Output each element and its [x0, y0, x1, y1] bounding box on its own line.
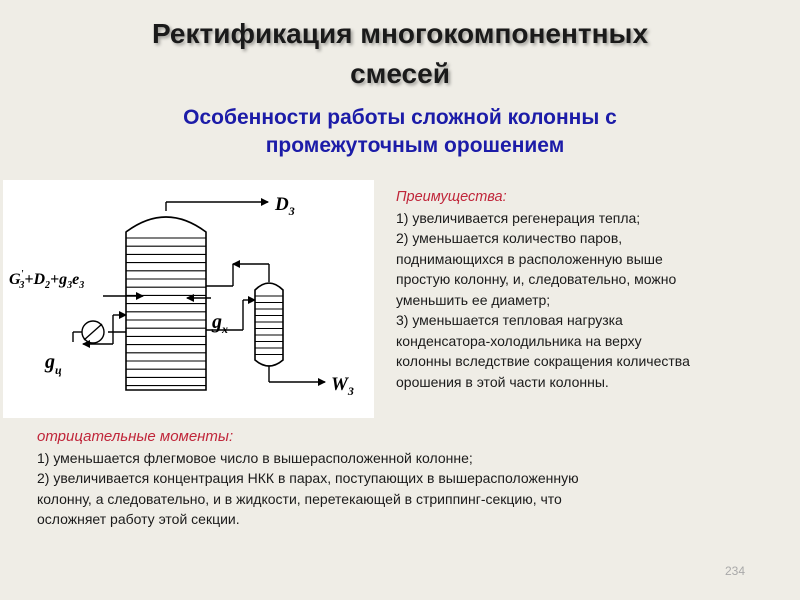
page-number: 234 — [725, 564, 746, 578]
advantage-line: простую колонну, и, следовательно, можно — [396, 271, 677, 287]
column-diagram-panel — [3, 180, 374, 418]
advantage-line: 2) уменьшается количество паров, — [396, 230, 623, 246]
label-feed: G' $3+D_2+g_3e_3$ — [9, 269, 85, 291]
advantage-line: уменьшить ее диаметр; — [396, 291, 551, 308]
advantage-line: 1) увеличивается регенерация тепла; — [396, 209, 641, 226]
advantage-line: колонны вследствие сокращения количества — [396, 353, 690, 369]
slide-title — [0, 14, 800, 94]
label-d3: $D_3$ — [275, 194, 295, 218]
negative-line: колонну, а следовательно, и в жидкости, перетекающей в стриппинг-секцию, что — [37, 490, 562, 507]
advantages-block — [396, 187, 786, 392]
advantage-line: 3) уменьшается тепловая нагрузка — [396, 312, 623, 328]
advantage-line: поднимающихся в расположенную выше — [396, 250, 663, 267]
advantages-list — [396, 208, 786, 393]
negative-line: осложняет работу этой секции. — [37, 511, 240, 527]
label-gx: $g_x$ — [212, 311, 228, 336]
slide-subtitle — [0, 104, 800, 160]
negatives-block — [37, 427, 757, 530]
subtitle-line-2: промежуточным орошением — [265, 134, 565, 157]
subtitle-line-1: Особенности работы сложной колонны с — [183, 106, 617, 129]
side-stripper-column — [255, 283, 283, 366]
advantage-line: конденсатора-холодильника на верху — [396, 332, 642, 349]
column-diagram — [3, 180, 374, 418]
main-column — [126, 217, 206, 390]
advantages-heading: Преимущества: — [396, 189, 507, 205]
negatives-list — [37, 448, 757, 530]
advantage-line: орошения в этой части колонны. — [396, 373, 609, 390]
title-line-1: Ректификация многокомпонентных — [151, 18, 649, 49]
negatives-heading: отрицательные моменты: — [37, 428, 234, 445]
title-line-2: смесей — [350, 58, 450, 89]
label-w3: $W_3$ — [331, 374, 354, 398]
label-gc: $g_ц$ — [45, 351, 62, 377]
negative-line: 1) уменьшается флегмовое число в вышерасположенной колонне; — [37, 449, 473, 466]
negative-line: 2) увеличивается концентрация НКК в парах, поступающих в вышерасположенную — [37, 470, 579, 486]
